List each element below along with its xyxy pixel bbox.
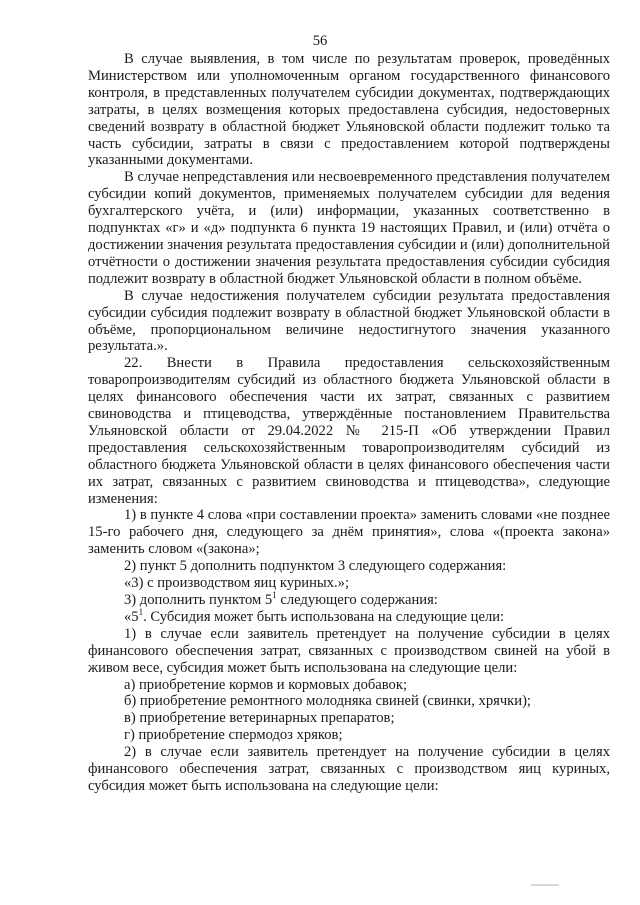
list-item-v: в) приобретение ветеринарных препаратов;: [124, 710, 395, 727]
amendment-2: 2) пункт 5 дополнить подпунктом 3 следующего содержания:: [124, 558, 507, 575]
clause-5-1-heading: [88, 609, 610, 626]
clause-pigs: 1) в случае если заявитель претендует на получение субсидии в целях финансового обеспечения затрат, связанных с производством свиней на убой в живом весе, субсидия может быть использована на следующие цели:: [88, 625, 610, 676]
amendment-2-content: «3) с производством яиц куриных.»;: [124, 575, 350, 592]
clause-5-1-tail: . Субсидия может быть использована на следующие цели:: [143, 608, 505, 625]
list-item-g: г) приобретение спермодоз хряков;: [124, 727, 343, 744]
superscript: 1: [272, 590, 277, 601]
superscript: 1: [138, 607, 144, 618]
amendment-3-tail: следующего содержания:: [276, 592, 438, 608]
amendment-3: [88, 592, 610, 609]
scan-artifact: [531, 884, 559, 886]
list-item-b: б) приобретение ремонтного молодняка свиней (свинки, хрячки);: [124, 693, 531, 710]
clause-5-1-text: «5: [124, 608, 139, 625]
document-body: [88, 51, 610, 795]
paragraph-return-unreliable: В случае выявления, в том числе по результатам проверок, проведённых Министерством или уполномоченным органом государственного финансового контроля, в представленных получателем субсидии документах, подтверждающих затраты, в целях возмещения которых предоставлена субсидия, недостоверных сведений возврату в областной бюджет Ульяновской области подлежит только та часть субсидии, затраты в связи с предоставлением которой подтверждены указанными документами.: [88, 51, 610, 169]
page-number: 56: [312, 33, 328, 49]
paragraph-item-22: 22. Внести в Правила предоставления сельскохозяйственным товаропроизводителям субсидий из областного бюджета Ульяновской области в целях финансового обеспечения части их затрат, связанных с развитием свиноводства и птицеводства, утверждённые постановлением Правительства Ульяновской области от 29.04.2022 № 215-П «Об утверждении Правил предоставления сельскохозяйственным товаропроизводителям субсидий из областного бюджета Ульяновской области в целях финансового обеспечения части их затрат, связанных с развитием свиноводства и птицеводства», следующие изменения:: [88, 355, 610, 507]
amendment-3-text: 3) дополнить пунктом 5: [124, 592, 273, 608]
paragraph-return-nonsubmission: В случае непредставления или несвоевременного представления получателем субсидии копий документов, применяемых получателем субсидии для ведения бухгалтерского учёта, и (или) информации, указанных соответственно в подпунктах «г» и «д» подпункта 6 пункта 19 настоящих Правил, и (или) отчёта о достижении значения результата предоставления субсидии и (или) дополнительной отчётности о достижении значения результата предоставления субсидии субсидия подлежит возврату в областной бюджет Ульяновской области в полном объёме.: [88, 169, 610, 287]
paragraph-return-nonachievement: В случае недостижения получателем субсидии результата предоставления субсидии субсидия подлежит возврату в областной бюджет Ульяновской области в объёме, пропорциональном величине недостигнутого значения указанного результата.».: [88, 287, 610, 355]
list-item-a: а) приобретение кормов и кормовых добавок;: [124, 676, 408, 693]
clause-eggs: 2) в случае если заявитель претендует на получение субсидии в целях финансового обеспечения затрат, связанных с производством яиц куриных, субсидия может быть использована на следующие цели:: [88, 744, 610, 794]
amendment-1: 1) в пункте 4 слова «при составлении проекта» заменить словами «не позднее 15-го рабочего дня, следующего за днём принятия», слова «(проекта закона» заменить словом «(закона»;: [88, 507, 610, 558]
